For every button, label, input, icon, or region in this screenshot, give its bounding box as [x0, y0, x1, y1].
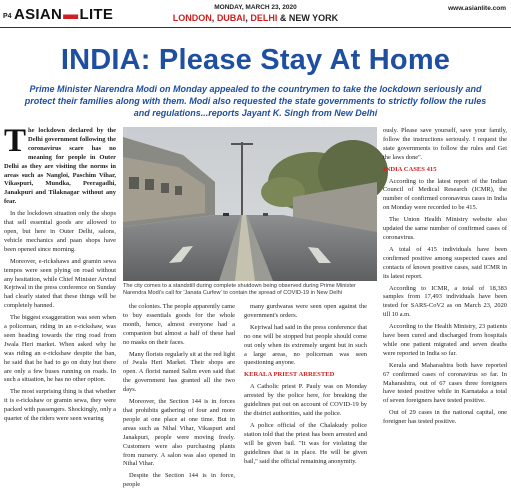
body-paragraph: In the lockdown situation only the shops that sell essential goods are allowed to open, but here in Outer Delhi, salons, vehicle mechanics and paan shops have been opened since morning. — [4, 210, 116, 253]
body-paragraph: A Catholic priest P. Pauly was on Monday arrested by the police here, for breaking the guidelines put out on account of COVID-19 by the district authorities, said the police. — [244, 383, 367, 417]
body-paragraph: A total of 415 individuals have been confirmed positive among suspected cases and contacts of known positive cases, said ICMR in its latest report. — [383, 245, 507, 280]
body-paragraph: A police official of the Chalakudy police station told that the priest has been arrested and will be given bail. "It was for violating the guidelines that is in place. He will be given bail," said the official remaining anonymity. — [244, 421, 367, 465]
empty-street-image — [123, 127, 377, 281]
body-paragraph: The most surprising thing is that whether it is e-rickshaw or gramin sewa, they were packed with passengers. Shockingly, only a quarter of the riders were seen wearing — [4, 388, 116, 423]
body-paragraph: Moreover, the Section 144 is in forces that prohibits gathering of four and more people at one place at one time. But in areas such as Nihal Vihar, Vikaspuri and Janakpuri, people were moving freely. Customers were also purchasing plants from nursery. A salon was also opened in Nihal Vihar. — [123, 398, 235, 468]
city-new-york: NEW YORK — [288, 13, 339, 23]
lead-paragraph — [4, 123, 116, 207]
subhead-india-cases: INDIA CASES 415 — [383, 165, 437, 173]
article-column-3 — [244, 303, 367, 469]
city-delhi: DELHI — [250, 13, 278, 23]
city-london: LONDON — [172, 13, 212, 23]
lead-text: he lockdown declared by the Delhi government following the coronavirus scare has no meaning for people in Outer Delhi as they are visiting the norms in areas such as Nangloi, Paschim Vihar, Vikaspuri, Mundka, Peeragadhi, Janakpuri and Tilaknagar without any fear. — [4, 127, 116, 206]
body-paragraph: Many florists regularly sit at the red light of Jwala Heri Market. Their shops are open. A florist named Salim even said that the government has granted all the two days. — [123, 350, 235, 394]
headline: INDIA: Please Stay At Home — [60, 44, 451, 76]
body-paragraph: According to ICMR, a total of 18,383 samples from 17,493 individuals have been tested for SARS-CoV2 as on March 23, 2020 till 10 a.m. — [383, 284, 507, 319]
article-column-1 — [4, 123, 116, 427]
body-paragraph: Despite the Section 144 is in force, people — [123, 472, 235, 489]
street-photo — [123, 127, 377, 281]
body-paragraph: Kerala and Maharashtra both have reported 67 confirmed cases of coronavirus so far. In Maharashtra, out of 67 cases three foreigners have tested positive while in Karnataka a total of seven foreigners have tested positive. — [383, 361, 507, 405]
photo-caption: The city comes to a standstill during complete shutdown being observed during Prime Minister Narendra Modi's call for 'Janata Curfew' to contain the spread of COVID-19 in New Delhi — [123, 283, 356, 296]
body-paragraph: According to the latest report of the Indian Council of Medical Research (ICMR), the number of confirmed coronavirus cases in India on Monday were recorded to be 415. — [383, 177, 507, 212]
body-paragraph: The Union Health Ministry website also updated the same number of confirmed cases of coronavirus. — [383, 216, 507, 241]
page-number: P4 — [3, 13, 12, 20]
article-column-2 — [123, 303, 235, 493]
body-paragraph: Out of 29 cases in the national capital, one foreigner has tested positive. — [383, 409, 507, 426]
masthead — [0, 0, 511, 28]
body-paragraph: the colonies. The people apparently came to buy essentials goods for the whole month, hence, almost everyone had a companion but almost a half of these had no masks on their faces. — [123, 303, 235, 346]
body-paragraph: many gurdwaras were seen open against the government's orders. — [244, 303, 367, 319]
logo-word-lite: LITE — [79, 6, 114, 23]
dateline: MONDAY, MARCH 23, 2020 — [214, 4, 297, 11]
body-paragraph: Moreover, e-rickshaws and gramin sewa tempos were seen plying on road without any hesitation, while Chief Minister Arvind Kejriwal in the press conference on Sunday had clearly stated that these things will be completely banned. — [4, 257, 116, 310]
body-paragraph: Kejriwal had said in the press conference that no one will be stopped but people should come out only when its extremely urgent but in such a large areas, no policeman was seen questioning anyone. — [244, 323, 367, 367]
subhead-kerala-priest: KERALA PRIEST ARRESTED — [244, 371, 335, 379]
body-paragraph: The biggest exaggeration was seen when a policeman, riding in an e-rickshaw, was seen heading towards the ring road from Jwala Heri market. When asked why he was riding an e-rickshaw despite the ban, he said that he had to go on duty but there are only a few buses running on roads. In such a situation, he has no other option. — [4, 314, 116, 384]
city-dubai: DUBAI — [216, 13, 246, 23]
edition-cities: LONDON, DUBAI, DELHI & NEW YORK — [172, 13, 339, 23]
body-paragraph: ously. Please save yourself, save your family, follow the instructions seriously. I request the state governments to follow the rules and Get the laws done". — [383, 127, 507, 161]
standfirst: Prime Minister Narendra Modi on Monday appealed to the countrymen to take the lockdown seriously and protect their families along with them. Modi also requested the state governments to strictly follow the rules and regulations...reports Jayant K. Singh from New Delhi — [24, 84, 487, 118]
article-column-4 — [383, 127, 507, 430]
body-paragraph: According to the Health Ministry, 23 patients have been cured and discharged from hospitals while one patient migrated and seven deaths were reported in India so far. — [383, 323, 507, 357]
logo-separator: ▬ — [63, 6, 79, 23]
drop-cap: T — [4, 123, 27, 159]
website-url[interactable]: www.asianlite.com — [448, 5, 506, 12]
logo-word-asian: ASIAN — [14, 6, 63, 23]
